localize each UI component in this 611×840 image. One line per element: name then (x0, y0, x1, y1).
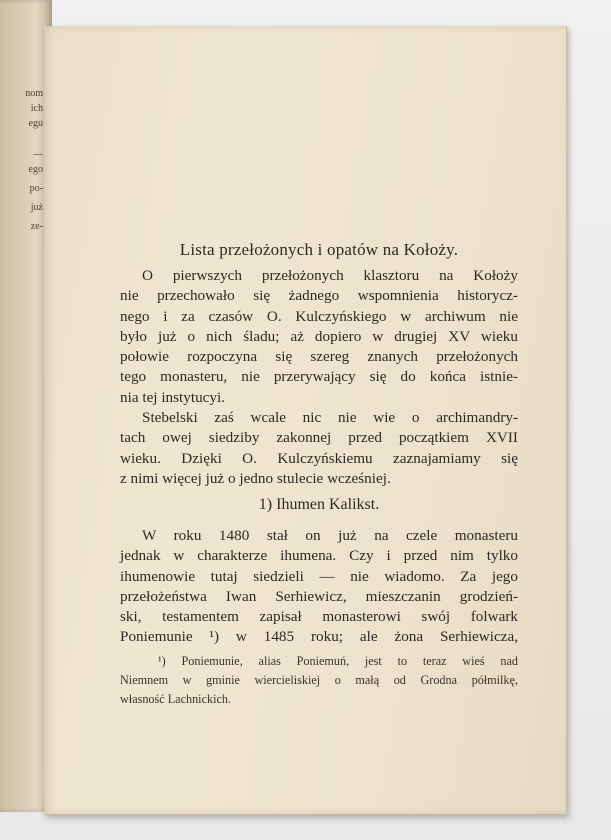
book-page (44, 26, 567, 815)
paragraph-2 (120, 408, 518, 489)
left-fragment: po- (29, 183, 43, 194)
text-line: z nimi więcej już o jedno stulecie wcześniej. (120, 469, 391, 487)
text-line: ihumenowie tutaj siedzieli — nie wiadomo. Za jego (120, 567, 518, 585)
page-title: Lista przełożonych i opatów na Kołoży. (179, 240, 459, 259)
footnote-line: ¹) Poniemunie, alias Poniemuń, jest to teraz wieś nad (158, 654, 518, 668)
left-fragment: ego (28, 164, 43, 175)
text-line: Stebelski zaś wcale nic nie wie o archimandry- (142, 409, 518, 426)
text-line: połowie rozpoczyna się szereg znanych przełożonych (120, 348, 518, 366)
text-line: O pierwszych przełożonych klasztoru na Kołoży (142, 267, 518, 284)
text-line: nia tej instytucyi. (120, 388, 226, 406)
section-heading: 1) Ihumen Kalikst. (258, 496, 380, 513)
left-fragment: ze- (30, 221, 43, 232)
footnote (120, 652, 518, 709)
footnote-line: Niemnem w gminie wiercieliskiej o małą od Grodna półmilkę, (120, 673, 518, 687)
text-line: W roku 1480 stał on już na czele monasteru (142, 527, 518, 544)
text-line: ski, testamentem zapisał monasterowi swój folwark (120, 608, 518, 626)
left-fragment: nom (25, 88, 43, 99)
text-line: jednak w charakterze ihumena. Czy i przed nim tylko (120, 547, 518, 565)
text-line: tach owej siedziby zakonnej przed początkiem XVII (120, 429, 518, 447)
left-fragment: już (30, 202, 43, 213)
section-paragraph (120, 526, 518, 648)
text-line: Poniemunie ¹) w 1485 roku; ale żona Serhiewicza, (120, 628, 518, 646)
text-line: przełożeństwa Iwan Serhiewicz, mieszczanin grodzień- (120, 587, 518, 605)
paragraph-1 (120, 266, 518, 408)
left-fragment: — (33, 149, 43, 160)
text-line: tego monasteru, nie przerywający się do końca istnie- (120, 368, 518, 386)
text-line: nie przechowało się żadnego wspomnienia historycz- (120, 287, 518, 305)
left-fragment: ich (30, 103, 43, 114)
text-line: nego i za czasów O. Kulczyńskiego w archiwum nie (120, 307, 518, 325)
left-fragment: egu (28, 118, 43, 129)
text-line: było już o nich śladu; aż dopiero w drugiej XV wieku (120, 327, 518, 345)
text-line: wieku. Dzięki O. Kulczyńskiemu zaznajamiamy się (120, 449, 518, 467)
footnote-line: własność Lachnickich. (120, 692, 232, 706)
left-page-text (13, 86, 43, 234)
